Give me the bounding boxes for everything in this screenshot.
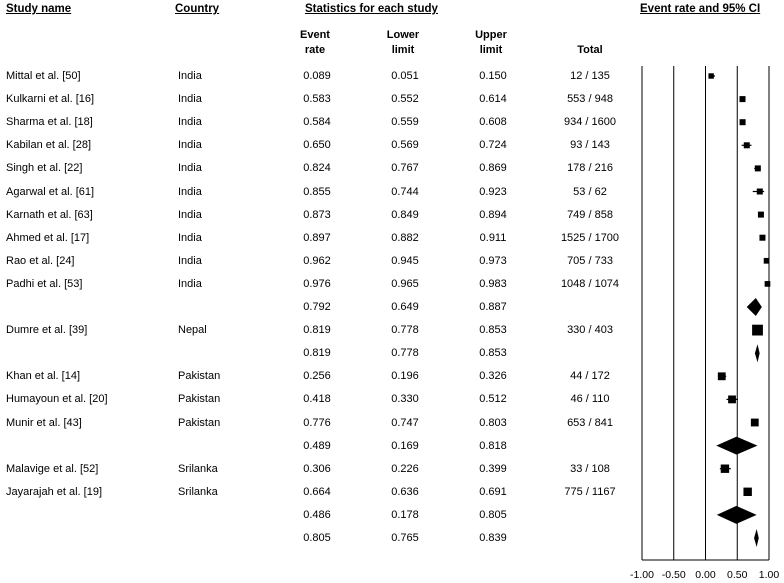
row-country: India bbox=[178, 208, 202, 221]
row-country: Pakistan bbox=[178, 416, 221, 429]
point-estimate-square bbox=[718, 372, 726, 380]
row-study-name: Jayarajah et al. [19] bbox=[6, 485, 103, 498]
row-lower-limit: 0.747 bbox=[391, 416, 419, 429]
header-plot: Event rate and 95% CI bbox=[640, 3, 761, 15]
row-event-rate: 0.489 bbox=[303, 439, 331, 452]
row-country: India bbox=[178, 185, 202, 198]
row-upper-limit: 0.869 bbox=[479, 162, 507, 175]
row-study-name: Karnath et al. [63] bbox=[6, 208, 93, 221]
row-total: 93 / 143 bbox=[570, 139, 610, 152]
row-study-name: Dumre et al. [39] bbox=[6, 324, 88, 337]
row-upper-limit: 0.853 bbox=[479, 347, 507, 360]
row-total: 705 / 733 bbox=[567, 254, 613, 267]
row-study-name: Mittal et al. [50] bbox=[6, 70, 81, 82]
row-upper-limit: 0.614 bbox=[479, 93, 507, 106]
row-lower-limit: 0.767 bbox=[391, 162, 419, 175]
point-estimate-square bbox=[740, 119, 746, 125]
x-tick-label: -1.00 bbox=[630, 569, 654, 581]
row-country: Nepal bbox=[178, 324, 207, 337]
row-total: 934 / 1600 bbox=[564, 116, 616, 129]
row-country: India bbox=[178, 116, 202, 129]
x-tick-label: 0.00 bbox=[695, 569, 716, 581]
header-lower-limit-line2: limit bbox=[391, 44, 415, 56]
row-upper-limit: 0.983 bbox=[479, 277, 507, 290]
row-study-name: Sharma et al. [18] bbox=[6, 116, 93, 129]
row-total: 1048 / 1074 bbox=[560, 277, 620, 290]
row-event-rate: 0.089 bbox=[303, 70, 331, 82]
row-upper-limit: 0.608 bbox=[479, 116, 507, 129]
row-upper-limit: 0.911 bbox=[479, 231, 507, 244]
row-event-rate: 0.776 bbox=[303, 416, 331, 429]
header-country: Country bbox=[175, 3, 220, 15]
row-upper-limit: 0.326 bbox=[479, 370, 507, 383]
row-upper-limit: 0.805 bbox=[479, 508, 507, 521]
row-country: Srilanka bbox=[178, 462, 218, 475]
row-country: India bbox=[178, 231, 202, 244]
row-country: India bbox=[178, 162, 202, 175]
row-upper-limit: 0.399 bbox=[479, 462, 507, 475]
header-total: Total bbox=[577, 44, 603, 56]
point-estimate-square bbox=[764, 258, 770, 264]
row-event-rate: 0.819 bbox=[303, 347, 331, 360]
row-total: 12 / 135 bbox=[570, 70, 610, 82]
summary-diamond bbox=[754, 529, 759, 547]
row-lower-limit: 0.552 bbox=[391, 93, 419, 106]
row-total: 749 / 858 bbox=[567, 208, 613, 221]
header-upper-limit bbox=[461, 28, 521, 58]
x-tick-label: 0.50 bbox=[727, 569, 748, 581]
header-event-rate bbox=[285, 28, 345, 58]
row-event-rate: 0.855 bbox=[303, 185, 331, 198]
row-lower-limit: 0.636 bbox=[391, 485, 419, 498]
point-estimate-square bbox=[751, 419, 759, 427]
summary-diamond bbox=[716, 437, 757, 455]
header-upper-limit-line2: limit bbox=[479, 44, 503, 56]
point-estimate-square bbox=[708, 73, 713, 78]
row-country: India bbox=[178, 254, 202, 267]
row-event-rate: 0.897 bbox=[303, 231, 331, 244]
row-lower-limit: 0.965 bbox=[391, 277, 419, 290]
summary-diamond bbox=[747, 298, 762, 316]
row-total: 330 / 403 bbox=[567, 324, 613, 337]
row-total: 653 / 841 bbox=[567, 416, 613, 429]
row-lower-limit: 0.649 bbox=[391, 301, 419, 313]
row-total: 1525 / 1700 bbox=[560, 231, 620, 244]
row-event-rate: 0.256 bbox=[303, 370, 331, 383]
row-total: 553 / 948 bbox=[567, 93, 613, 106]
row-upper-limit: 0.887 bbox=[479, 301, 507, 313]
row-event-rate: 0.664 bbox=[303, 485, 331, 498]
row-lower-limit: 0.849 bbox=[391, 208, 419, 221]
x-tick-label: -0.50 bbox=[661, 569, 686, 581]
row-country: India bbox=[178, 93, 202, 106]
row-event-rate: 0.418 bbox=[303, 393, 331, 406]
row-upper-limit: 0.803 bbox=[479, 416, 507, 429]
point-estimate-square bbox=[728, 396, 736, 404]
header-lower-limit-line1: Lower bbox=[386, 29, 420, 41]
point-estimate-square bbox=[755, 165, 761, 171]
point-estimate-square bbox=[740, 96, 746, 102]
row-total: 53 / 62 bbox=[573, 185, 607, 198]
header-statistics: Statistics for each study bbox=[305, 3, 438, 15]
row-lower-limit: 0.559 bbox=[391, 116, 419, 129]
row-event-rate: 0.584 bbox=[303, 116, 331, 129]
row-event-rate: 0.824 bbox=[303, 162, 331, 175]
row-upper-limit: 0.818 bbox=[479, 439, 507, 452]
row-upper-limit: 0.839 bbox=[479, 532, 507, 544]
row-lower-limit: 0.226 bbox=[391, 462, 419, 475]
row-lower-limit: 0.765 bbox=[391, 532, 419, 544]
header-upper-limit-line1: Upper bbox=[475, 29, 507, 41]
row-total: 178 / 216 bbox=[567, 162, 613, 175]
row-lower-limit: 0.169 bbox=[391, 439, 419, 452]
point-estimate-square bbox=[721, 465, 729, 473]
row-upper-limit: 0.923 bbox=[479, 185, 507, 198]
row-lower-limit: 0.569 bbox=[391, 139, 419, 152]
row-country: India bbox=[178, 139, 202, 152]
row-upper-limit: 0.512 bbox=[479, 393, 507, 406]
row-study-name: Khan et al. [14] bbox=[6, 370, 80, 383]
row-study-name: Padhi et al. [53] bbox=[6, 277, 83, 290]
header-study-name: Study name bbox=[6, 3, 72, 15]
row-lower-limit: 0.051 bbox=[391, 70, 419, 82]
row-lower-limit: 0.744 bbox=[391, 185, 419, 198]
row-study-name: Malavige et al. [52] bbox=[6, 462, 99, 475]
point-estimate-square bbox=[752, 325, 763, 336]
row-study-name: Rao et al. [24] bbox=[6, 254, 75, 267]
point-estimate-square bbox=[759, 235, 765, 241]
row-event-rate: 0.976 bbox=[303, 277, 331, 290]
point-estimate-square bbox=[757, 189, 763, 195]
row-event-rate: 0.819 bbox=[303, 324, 331, 337]
row-event-rate: 0.962 bbox=[303, 254, 331, 267]
row-lower-limit: 0.778 bbox=[391, 347, 419, 360]
row-study-name: Ahmed et al. [17] bbox=[6, 231, 90, 244]
header-lower-limit bbox=[373, 28, 433, 58]
summary-diamond bbox=[755, 344, 760, 362]
row-upper-limit: 0.150 bbox=[479, 70, 507, 82]
row-event-rate: 0.792 bbox=[303, 301, 331, 313]
row-country: Srilanka bbox=[178, 485, 218, 498]
row-upper-limit: 0.724 bbox=[479, 139, 507, 152]
header-event-rate-line2: rate bbox=[304, 44, 326, 56]
point-estimate-square bbox=[744, 142, 750, 148]
row-event-rate: 0.805 bbox=[303, 532, 331, 544]
row-total: 44 / 172 bbox=[570, 370, 610, 383]
point-estimate-square bbox=[758, 212, 764, 218]
row-lower-limit: 0.882 bbox=[391, 231, 419, 244]
row-event-rate: 0.650 bbox=[303, 139, 331, 152]
row-total: 33 / 108 bbox=[570, 462, 610, 475]
row-study-name: Singh et al. [22] bbox=[6, 162, 83, 175]
row-lower-limit: 0.778 bbox=[391, 324, 419, 337]
row-total: 46 / 110 bbox=[570, 393, 610, 406]
row-country: Pakistan bbox=[178, 393, 221, 406]
row-study-name: Humayoun et al. [20] bbox=[6, 393, 108, 406]
row-study-name: Agarwal et al. [61] bbox=[6, 185, 95, 198]
row-lower-limit: 0.330 bbox=[391, 393, 419, 406]
row-lower-limit: 0.178 bbox=[391, 508, 419, 521]
row-country: India bbox=[178, 277, 202, 290]
row-event-rate: 0.873 bbox=[303, 208, 331, 221]
row-country: India bbox=[178, 70, 202, 82]
row-study-name: Kulkarni et al. [16] bbox=[6, 93, 95, 106]
forest-plot-area bbox=[600, 0, 784, 583]
row-total: 775 / 1167 bbox=[564, 485, 616, 498]
row-upper-limit: 0.691 bbox=[479, 485, 507, 498]
row-study-name: Munir et al. [43] bbox=[6, 416, 82, 429]
row-lower-limit: 0.196 bbox=[391, 370, 419, 383]
point-estimate-square bbox=[765, 281, 771, 287]
summary-diamond bbox=[717, 506, 757, 524]
header-event-rate-line1: Event bbox=[300, 29, 330, 41]
row-event-rate: 0.583 bbox=[303, 93, 331, 106]
row-event-rate: 0.486 bbox=[303, 508, 331, 521]
row-event-rate: 0.306 bbox=[303, 462, 331, 475]
row-country: Pakistan bbox=[178, 370, 221, 383]
row-lower-limit: 0.945 bbox=[391, 254, 419, 267]
x-tick-label: 1.00 bbox=[758, 569, 780, 581]
row-upper-limit: 0.894 bbox=[479, 208, 507, 221]
row-study-name: Kabilan et al. [28] bbox=[6, 139, 92, 152]
point-estimate-square bbox=[743, 488, 751, 496]
row-upper-limit: 0.853 bbox=[479, 324, 507, 337]
row-upper-limit: 0.973 bbox=[479, 254, 507, 267]
